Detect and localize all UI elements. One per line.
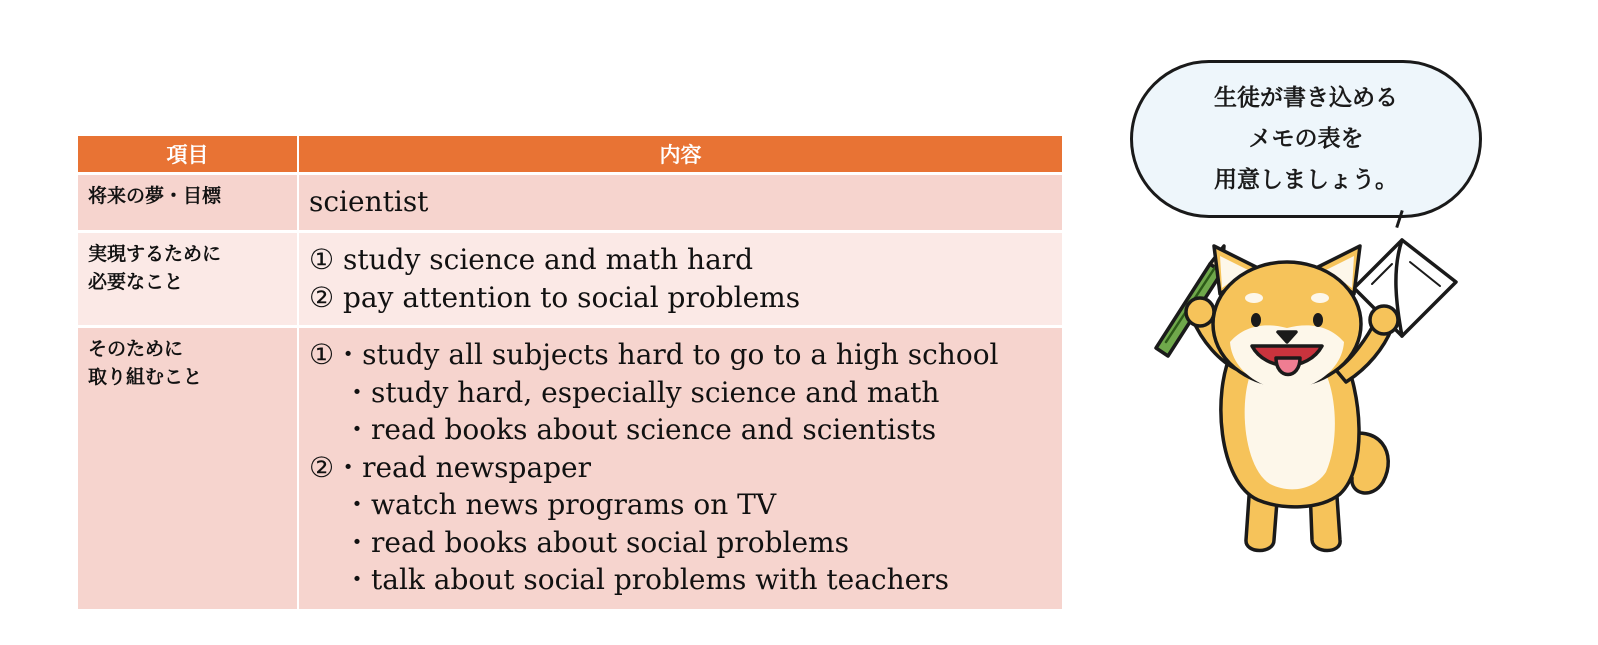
content-line: ②・read newspaper <box>309 450 592 484</box>
memo-table <box>78 136 1062 609</box>
content-line: ①・study all subjects hard to go to a high school <box>309 338 999 371</box>
content-line: ・study hard, especially science and math <box>343 375 940 409</box>
row-label-line: 実現するために <box>88 243 222 265</box>
speech-bubble-line: 用意しましょう。 <box>1214 167 1398 193</box>
row-content-dream <box>299 175 1062 233</box>
header-content: 内容 <box>299 136 1062 175</box>
header-item: 項目 <box>78 136 299 175</box>
speech-bubble-line: メモの表を <box>1248 126 1364 152</box>
table-header-row <box>78 136 1062 175</box>
content-line: ・read books about social problems <box>343 525 849 559</box>
row-label-line: 将来の夢・目標 <box>88 185 222 207</box>
content-line: ・read books about science and scientists <box>343 413 937 446</box>
content-line: scientist <box>309 185 429 218</box>
row-label-needs <box>78 233 299 328</box>
row-label-actions <box>78 328 299 609</box>
row-label-line: そのために <box>88 338 184 360</box>
content-line: ① study science and math hard <box>309 243 754 276</box>
row-label-line: 取り組むこと <box>88 366 203 388</box>
row-content-actions <box>299 328 1062 609</box>
row-label-line: 必要なこと <box>88 271 184 293</box>
table-row-dream <box>78 175 1062 233</box>
table-row-needs <box>78 233 1062 328</box>
mascot-svg <box>1140 232 1540 632</box>
speech-bubble-line: 生徒が書き込める <box>1214 85 1398 111</box>
content-line: ・watch news programs on TV <box>343 488 777 521</box>
content-line: ② pay attention to social problems <box>309 280 801 314</box>
content-line: ・talk about social problems with teachers <box>343 563 949 596</box>
table-row-actions <box>78 328 1062 609</box>
speech-bubble-text <box>1130 78 1482 201</box>
row-content-needs <box>299 233 1062 328</box>
speech-bubble <box>1130 60 1486 228</box>
row-label-dream <box>78 175 299 233</box>
shiba-dog-with-pencil-and-book-icon <box>1140 232 1540 632</box>
